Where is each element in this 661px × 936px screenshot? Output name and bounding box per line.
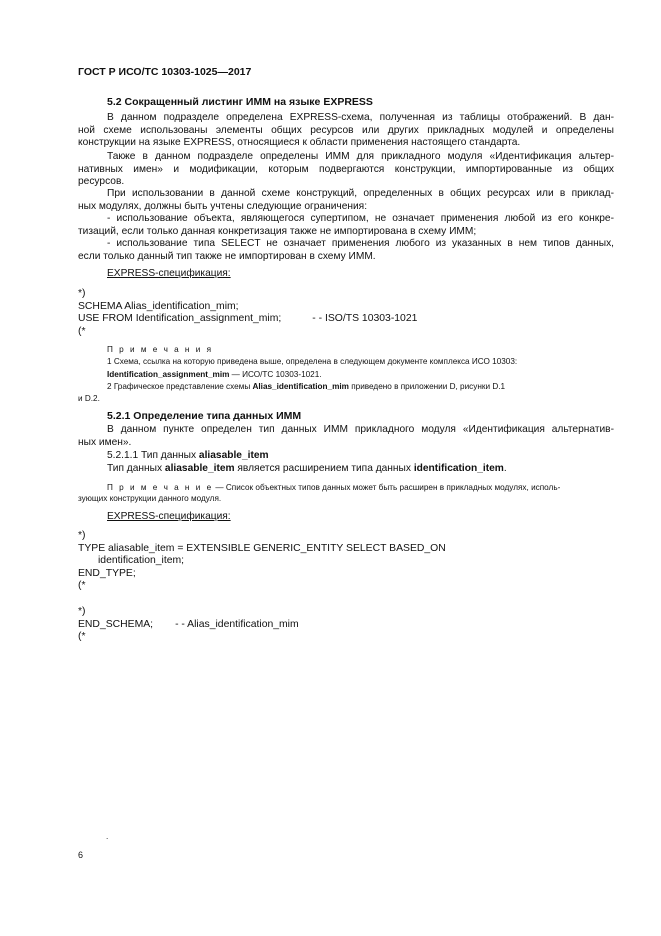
text-line: Также в данном подразделе определены ИММ для прикладного модуля «Идентификация альтер-: [107, 151, 614, 162]
desc-text: .: [503, 463, 507, 474]
text-line: нативных имен» и модификации, которым подвергаются конструкции, импортированные из общих: [78, 163, 614, 175]
type-name: aliasable_item: [164, 463, 235, 474]
text-line: ных имен».: [78, 436, 132, 448]
express-code-block: [78, 606, 299, 644]
desc-text: Тип данных: [107, 463, 165, 474]
page-number: 6: [78, 850, 84, 860]
subsubsection-title: [107, 450, 269, 463]
code-line: END_TYPE;: [78, 567, 136, 579]
code-line: *): [78, 606, 86, 617]
paragraph-constraints: [78, 188, 614, 263]
subsection-title: 5.2.1 Определение типа данных ИММ: [107, 410, 302, 422]
note-list-extension: [107, 482, 560, 494]
code-comment: - - ISO/TS 10303-1021: [312, 313, 418, 325]
type-description: [107, 463, 507, 476]
note-title: П р и м е ч а н и е: [107, 483, 214, 492]
note-2-cont: и D.2.: [78, 394, 100, 403]
text-line: В данном пункте определен тип данных ИММ прикладного модуля «Идентификация альтернатив-: [107, 424, 614, 435]
schema-name: Identification_assignment_mim: [107, 370, 230, 379]
type-name: aliasable_item: [198, 450, 269, 461]
code-text: END_SCHEMA;: [78, 618, 154, 630]
code-line: identification_item;: [98, 555, 185, 567]
list-item: - использование объекта, являющегося супертипом, не означает применения любой из его конкре-: [107, 213, 614, 224]
text-line: ной схеме использованы элементы общих ресурсов или других прикладных модулей и определены: [78, 124, 614, 136]
code-line: (*: [78, 325, 86, 337]
schema-name: Alias_identification_mim: [252, 382, 349, 391]
express-spec-label: EXPRESS-спецификация:: [107, 268, 231, 279]
type-name: identification_item: [413, 463, 504, 474]
text-line: При использовании в данной схеме конструкций, определенных в общих ресурсах или в приклад-: [107, 188, 614, 199]
note-text: — ИСО/ТС 10303-1021.: [229, 370, 322, 379]
code-line: SCHEMA Alias_identification_mim;: [78, 300, 239, 312]
note-text: приведено в приложении D, рисунки D.1: [348, 382, 506, 391]
code-line: (*: [78, 580, 86, 592]
note-2: [107, 381, 614, 393]
text-line: В данном подразделе определена EXPRESS-схема, полученная из таблицы отображений. В дан-: [107, 112, 614, 123]
list-item: если только данный тип также не импортирован в схему ИММ.: [78, 250, 376, 262]
code-line: *): [78, 530, 86, 541]
notes-title: П р и м е ч а н и я: [107, 345, 214, 354]
express-code-block: [78, 288, 417, 338]
code-line: TYPE aliasable_item = EXTENSIBLE GENERIC_ENTITY SELECT BASED_ON: [78, 542, 446, 554]
text-line: ных модулях, должны быть учтены следующие ограничения:: [78, 200, 368, 212]
code-line: [78, 313, 417, 326]
text-line: ресурсов.: [78, 176, 125, 187]
code-line: [78, 619, 299, 632]
list-item: - использование типа SELECT не означает применения любого из указанных в нем типов данных,: [107, 238, 614, 249]
express-spec-label: EXPRESS-спецификация:: [107, 511, 231, 522]
note-cont: зующих конструкции данного модуля.: [78, 494, 222, 503]
note-1: 1 Схема, ссылка на которую приведена выше, определена в следующем документе комплекса ИСО 10303:: [107, 357, 518, 366]
footer-dot: .: [106, 832, 109, 841]
code-line: (*: [78, 631, 86, 643]
paragraph-arm: [78, 151, 614, 189]
code-line: *): [78, 288, 86, 299]
note-text: — Список объектных типов данных может быть расширен в прикладных модулях, исполь-: [213, 483, 561, 492]
paragraph-5-2-1: [78, 424, 614, 449]
note-1-ref: [107, 369, 322, 381]
express-code-block: [78, 530, 446, 593]
text-line: конструкции на языке EXPRESS, относящиеся к области применения настоящего стандарта.: [78, 137, 521, 148]
section-title: 5.2 Сокращенный листинг ИММ на языке EXPRESS: [107, 96, 373, 108]
code-comment: - - Alias_identification_mim: [175, 618, 299, 630]
paragraph-intro: [78, 112, 614, 150]
desc-text: является расширением типа данных: [234, 463, 414, 474]
note-text: 2 Графическое представление схемы: [107, 382, 253, 391]
title-text: 5.2.1.1 Тип данных: [107, 450, 199, 461]
code-text: USE FROM Identification_assignment_mim;: [78, 313, 282, 325]
list-item: тизаций, если только данная конкретизация также не импортирована в схему ИММ;: [78, 225, 477, 237]
document-header: ГОСТ Р ИСО/ТС 10303-1025—2017: [78, 66, 252, 78]
